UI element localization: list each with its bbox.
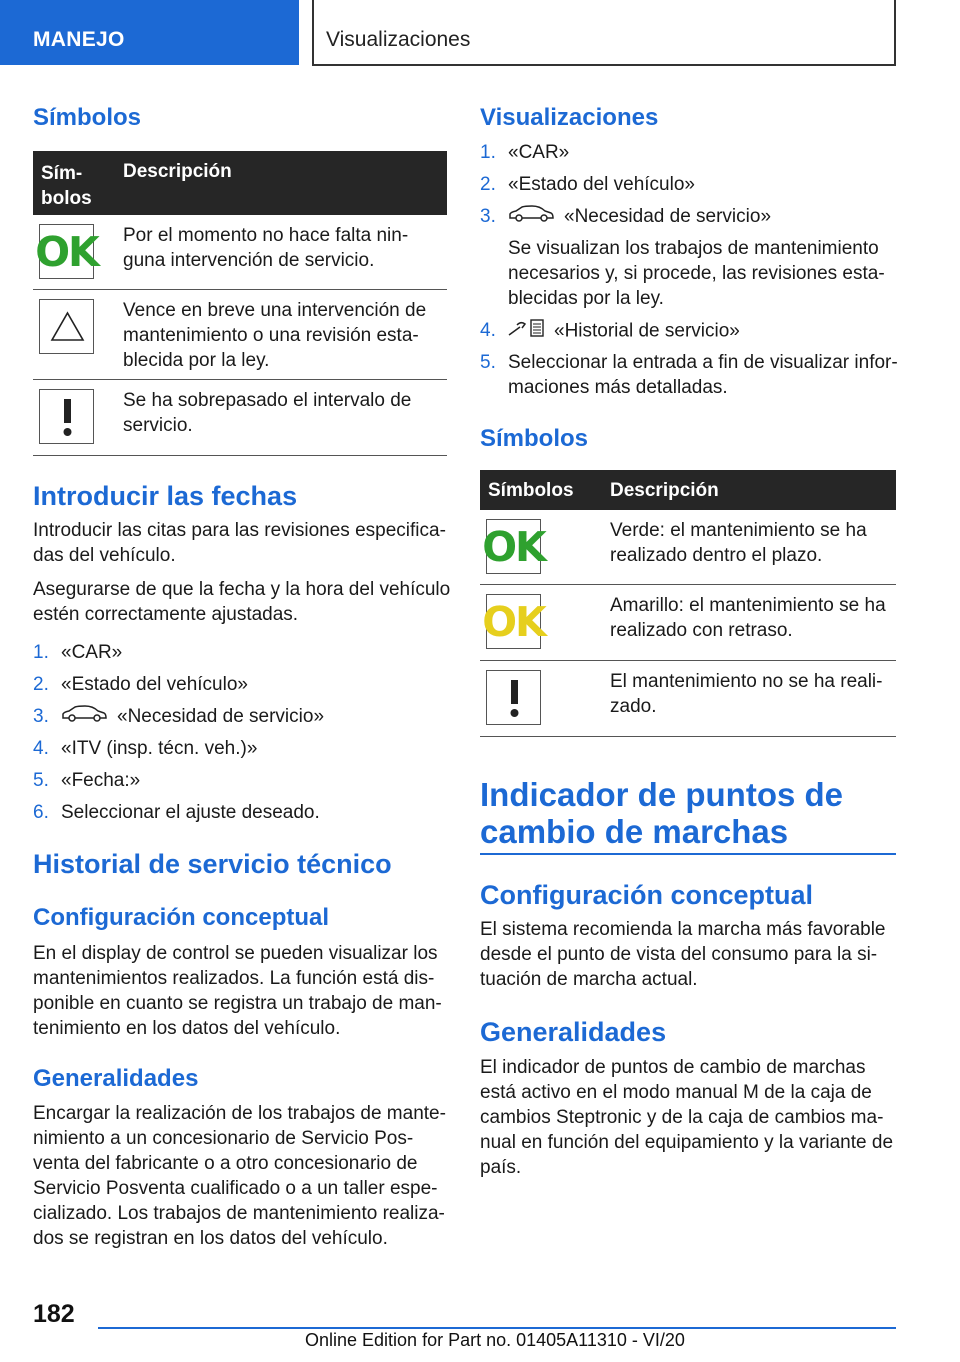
step-number: 5.	[33, 770, 49, 791]
step-text: «CAR»	[508, 142, 570, 163]
table-row	[480, 510, 896, 585]
row-description: Se ha sobrepasado el intervalo de servicio.	[123, 390, 412, 436]
section-tab	[0, 0, 299, 65]
car-icon	[61, 704, 107, 729]
step-text: «Estado del vehículo»	[508, 174, 695, 195]
concept-heading-right: Configuración conceptual	[480, 880, 814, 910]
col-description: Descripción	[123, 161, 232, 182]
exclamation-icon	[486, 670, 541, 725]
page-number: 182	[33, 1300, 75, 1328]
dates-paragraph-1: Introducir las citas para las revisiones especifica- das del vehículo.	[33, 520, 446, 566]
step-text: «Estado del vehículo»	[61, 674, 248, 695]
col-symbols: Sím- bolos	[41, 163, 92, 209]
history-heading: Historial de servicio técnico	[33, 849, 392, 879]
col-symbols: Símbolos	[488, 480, 574, 501]
step-number: 1.	[480, 142, 496, 163]
dates-paragraph-2: Asegurarse de que la fecha y la hora del vehículo estén correctamente ajustadas.	[33, 579, 451, 625]
step-number: 6.	[33, 802, 49, 823]
section-label: MANEJO	[33, 28, 125, 51]
table-row	[480, 661, 896, 737]
edition-note: Online Edition for Part no. 01405A11310 - VI/20	[305, 1330, 685, 1350]
shift-indicator-heading: Indicador de puntos de cambio de marchas	[480, 776, 844, 850]
general-paragraph-left: Encargar la realización de los trabajos de mante- nimiento a un concesionario de Servicio Pos- venta del fabricante o a otro concesionario de Servicio Posventa cualificado o a un taller espe- cializado. Los trabajos de mantenimiento realiza- dos se registran en los datos del vehículo.	[33, 1103, 446, 1249]
step-text: «ITV (insp. técn. veh.)»	[61, 738, 258, 759]
footer-rule	[98, 1327, 896, 1329]
row-description: El mantenimiento no se ha reali- zado.	[610, 671, 883, 717]
step-text: «CAR»	[61, 642, 123, 663]
table-header	[33, 151, 447, 215]
step-text: «Necesidad de servicio»	[564, 206, 772, 227]
exclamation-icon	[39, 389, 94, 444]
service-history-icon	[508, 318, 544, 345]
symbols-table-right	[480, 470, 896, 737]
col-description: Descripción	[610, 480, 719, 501]
step-text: «Historial de servicio»	[554, 320, 740, 342]
step-number: 1.	[33, 642, 49, 663]
step-number: 3.	[480, 206, 496, 227]
dates-heading: Introducir las fechas	[33, 481, 298, 511]
general-heading-right: Generalidades	[480, 1017, 667, 1047]
table-header	[480, 470, 896, 510]
heading-rule	[480, 853, 896, 855]
symbols-table-left	[33, 151, 447, 456]
step-text: Seleccionar la entrada a fin de visualizar infor- maciones más detalladas.	[508, 352, 898, 398]
table-row	[33, 380, 447, 456]
ok-green-icon: OK	[486, 519, 541, 574]
step-number: 5.	[480, 352, 496, 373]
row-description: Vence en breve una intervención de mantenimiento o una revisión esta- blecida por la ley.	[123, 300, 427, 371]
step-text: Seleccionar el ajuste deseado.	[61, 802, 320, 823]
concept-paragraph-left: En el display de control se pueden visualizar los mantenimientos realizados. La función está dis- ponible en cuanto se registra un trabajo de man- tenimiento en los datos del vehículo.	[33, 943, 442, 1039]
row-description: Amarillo: el mantenimiento se ha realizado con retraso.	[610, 595, 886, 641]
row-description: Verde: el mantenimiento se ha realizado dentro el plazo.	[610, 520, 867, 566]
table-row	[33, 215, 447, 290]
step-text: «Necesidad de servicio»	[117, 706, 325, 727]
chapter-tab	[312, 0, 896, 66]
step-text: «Fecha:»	[61, 770, 141, 791]
chapter-title: Visualizaciones	[326, 28, 471, 51]
car-icon	[508, 204, 554, 229]
ok-icon: OK	[39, 224, 94, 279]
symbols-heading-right: Símbolos	[480, 425, 589, 452]
step-number: 2.	[33, 674, 49, 695]
general-paragraph-right: El indicador de puntos de cambio de marchas está activo en el modo manual M de la caja de cambios Steptronic y de la caja de cambios ma- nual en función del equipamiento y la variante de país.	[480, 1057, 894, 1178]
row-description: Por el momento no hace falta nin- guna intervención de servicio.	[123, 225, 409, 271]
table-row	[33, 290, 447, 380]
table-row	[480, 585, 896, 661]
step-number: 3.	[33, 706, 49, 727]
visualizations-note: Se visualizan los trabajos de mantenimiento necesarios y, si procede, las revisiones esta- blecidas por la ley.	[508, 238, 885, 309]
step-content	[508, 318, 740, 345]
step-number: 4.	[480, 320, 496, 341]
step-content	[61, 704, 324, 729]
concept-heading-left: Configuración conceptual	[33, 904, 330, 931]
visualizations-heading: Visualizaciones	[480, 104, 659, 131]
warning-triangle-icon	[39, 299, 94, 354]
step-content	[508, 204, 771, 229]
general-heading-left: Generalidades	[33, 1065, 199, 1092]
symbols-heading-left: Símbolos	[33, 104, 142, 131]
concept-paragraph-right: El sistema recomienda la marcha más favorable desde el punto de vista del consumo para la si- tuación de marcha actual.	[480, 919, 886, 990]
ok-yellow-icon: OK	[486, 594, 541, 649]
step-number: 4.	[33, 738, 49, 759]
step-number: 2.	[480, 174, 496, 195]
